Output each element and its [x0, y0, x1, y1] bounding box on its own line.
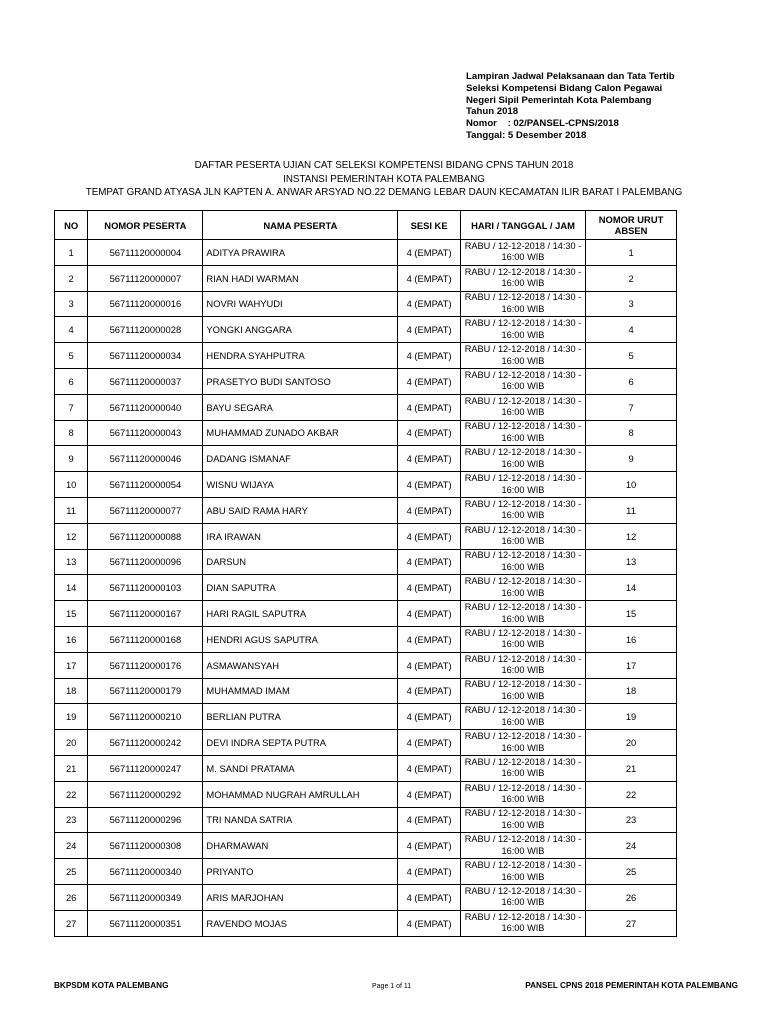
- cell-nomor-absen: 6: [586, 368, 677, 394]
- cell-no: 21: [55, 755, 88, 781]
- cell-nama-peserta: HARI RAGIL SAPUTRA: [203, 601, 398, 627]
- cell-jadwal: RABU / 12-12-2018 / 14:30 - 16:00 WIB: [460, 394, 585, 420]
- cell-nama-peserta: IRA IRAWAN: [203, 523, 398, 549]
- cell-nama-peserta: BERLIAN PUTRA: [203, 704, 398, 730]
- cell-nomor-absen: 11: [586, 497, 677, 523]
- cell-nomor-absen: 17: [586, 652, 677, 678]
- table-row: [55, 497, 677, 523]
- table-row: [55, 240, 677, 266]
- cell-sesi: 4 (EMPAT): [398, 523, 461, 549]
- table-row: [55, 678, 677, 704]
- cell-nomor-peserta: 56711120000242: [88, 730, 203, 756]
- participant-table: [54, 210, 677, 937]
- cell-nomor-absen: 26: [586, 884, 677, 910]
- cell-no: 8: [55, 420, 88, 446]
- venue-title: TEMPAT GRAND ATYASA JLN KAPTEN A. ANWAR ARSYAD NO.22 DEMANG LEBAR DAUN KECAMATAN ILIR BARAT I PALEMBANG: [85, 187, 683, 198]
- table-row: [55, 884, 677, 910]
- table-row: [55, 652, 677, 678]
- cell-nomor-absen: 9: [586, 446, 677, 472]
- cell-jadwal: RABU / 12-12-2018 / 14:30 - 16:00 WIB: [460, 833, 585, 859]
- cell-nama-peserta: ABU SAID RAMA HARY: [203, 497, 398, 523]
- cell-jadwal: RABU / 12-12-2018 / 14:30 - 16:00 WIB: [460, 704, 585, 730]
- cell-jadwal: RABU / 12-12-2018 / 14:30 - 16:00 WIB: [460, 549, 585, 575]
- cell-nomor-peserta: 56711120000340: [88, 859, 203, 885]
- cell-nama-peserta: DEVI INDRA SEPTA PUTRA: [203, 730, 398, 756]
- cell-sesi: 4 (EMPAT): [398, 601, 461, 627]
- cell-nomor-absen: 14: [586, 575, 677, 601]
- attachment-nomor: Nomor : 02/PANSEL-CPNS/2018: [466, 118, 619, 130]
- cell-nomor-peserta: 56711120000016: [88, 291, 203, 317]
- cell-sesi: 4 (EMPAT): [398, 626, 461, 652]
- header-no: NO: [55, 211, 88, 240]
- cell-sesi: 4 (EMPAT): [398, 884, 461, 910]
- cell-sesi: 4 (EMPAT): [398, 704, 461, 730]
- cell-nomor-absen: 21: [586, 755, 677, 781]
- cell-sesi: 4 (EMPAT): [398, 368, 461, 394]
- cell-no: 7: [55, 394, 88, 420]
- cell-no: 14: [55, 575, 88, 601]
- cell-nomor-peserta: 56711120000088: [88, 523, 203, 549]
- cell-nomor-absen: 5: [586, 343, 677, 369]
- cell-nama-peserta: MOHAMMAD NUGRAH AMRULLAH: [203, 781, 398, 807]
- cell-jadwal: RABU / 12-12-2018 / 14:30 - 16:00 WIB: [460, 781, 585, 807]
- cell-nomor-absen: 1: [586, 240, 677, 266]
- cell-jadwal: RABU / 12-12-2018 / 14:30 - 16:00 WIB: [460, 472, 585, 498]
- cell-sesi: 4 (EMPAT): [398, 781, 461, 807]
- cell-nomor-peserta: 56711120000179: [88, 678, 203, 704]
- cell-nomor-absen: 10: [586, 472, 677, 498]
- table-row: [55, 833, 677, 859]
- cell-no: 16: [55, 626, 88, 652]
- cell-sesi: 4 (EMPAT): [398, 807, 461, 833]
- table-row: [55, 368, 677, 394]
- table-row: [55, 265, 677, 291]
- cell-jadwal: RABU / 12-12-2018 / 14:30 - 16:00 WIB: [460, 291, 585, 317]
- cell-jadwal: RABU / 12-12-2018 / 14:30 - 16:00 WIB: [460, 343, 585, 369]
- cell-nama-peserta: M. SANDI PRATAMA: [203, 755, 398, 781]
- cell-nama-peserta: DIAN SAPUTRA: [203, 575, 398, 601]
- cell-sesi: 4 (EMPAT): [398, 291, 461, 317]
- cell-sesi: 4 (EMPAT): [398, 910, 461, 936]
- table-row: [55, 523, 677, 549]
- cell-sesi: 4 (EMPAT): [398, 730, 461, 756]
- cell-no: 11: [55, 497, 88, 523]
- cell-no: 18: [55, 678, 88, 704]
- cell-no: 20: [55, 730, 88, 756]
- cell-nomor-absen: 24: [586, 833, 677, 859]
- cell-nomor-absen: 7: [586, 394, 677, 420]
- table-row: [55, 575, 677, 601]
- cell-nomor-peserta: 56711120000103: [88, 575, 203, 601]
- attachment-line: Seleksi Kompetensi Bidang Calon Pegawai: [466, 82, 663, 94]
- cell-nama-peserta: ASMAWANSYAH: [203, 652, 398, 678]
- cell-no: 12: [55, 523, 88, 549]
- cell-sesi: 4 (EMPAT): [398, 678, 461, 704]
- footer-left: BKPSDM KOTA PALEMBANG: [54, 981, 169, 990]
- cell-nomor-peserta: 56711120000351: [88, 910, 203, 936]
- table-row: [55, 730, 677, 756]
- cell-no: 22: [55, 781, 88, 807]
- cell-nama-peserta: NOVRI WAHYUDI: [203, 291, 398, 317]
- table-row: [55, 420, 677, 446]
- cell-nomor-absen: 8: [586, 420, 677, 446]
- attachment-line: Lampiran Jadwal Pelaksanaan dan Tata Tertib: [466, 71, 675, 82]
- page-number: Page 1 of 11: [372, 983, 412, 990]
- table-row: [55, 807, 677, 833]
- cell-no: 15: [55, 601, 88, 627]
- cell-sesi: 4 (EMPAT): [398, 446, 461, 472]
- cell-nomor-absen: 19: [586, 704, 677, 730]
- cell-nama-peserta: MUHAMMAD ZUNADO AKBAR: [203, 420, 398, 446]
- cell-no: 27: [55, 910, 88, 936]
- cell-no: 1: [55, 240, 88, 266]
- table-row: [55, 394, 677, 420]
- cell-nomor-absen: 18: [586, 678, 677, 704]
- cell-nomor-peserta: 56711120000028: [88, 317, 203, 343]
- cell-sesi: 4 (EMPAT): [398, 265, 461, 291]
- cell-sesi: 4 (EMPAT): [398, 755, 461, 781]
- cell-nama-peserta: ARIS MARJOHAN: [203, 884, 398, 910]
- cell-nama-peserta: PRIYANTO: [203, 859, 398, 885]
- cell-jadwal: RABU / 12-12-2018 / 14:30 - 16:00 WIB: [460, 652, 585, 678]
- cell-no: 6: [55, 368, 88, 394]
- cell-nomor-peserta: 56711120000043: [88, 420, 203, 446]
- cell-nomor-absen: 15: [586, 601, 677, 627]
- cell-no: 24: [55, 833, 88, 859]
- cell-jadwal: RABU / 12-12-2018 / 14:30 - 16:00 WIB: [460, 884, 585, 910]
- cell-jadwal: RABU / 12-12-2018 / 14:30 - 16:00 WIB: [460, 368, 585, 394]
- table-row: [55, 343, 677, 369]
- cell-nama-peserta: MUHAMMAD IMAM: [203, 678, 398, 704]
- header-nomor-peserta: NOMOR PESERTA: [88, 211, 203, 240]
- cell-jadwal: RABU / 12-12-2018 / 14:30 - 16:00 WIB: [460, 859, 585, 885]
- table-header-row: [55, 211, 677, 240]
- table-row: [55, 317, 677, 343]
- cell-no: 2: [55, 265, 88, 291]
- cell-nama-peserta: DHARMAWAN: [203, 833, 398, 859]
- cell-nomor-absen: 22: [586, 781, 677, 807]
- cell-sesi: 4 (EMPAT): [398, 497, 461, 523]
- cell-jadwal: RABU / 12-12-2018 / 14:30 - 16:00 WIB: [460, 626, 585, 652]
- cell-jadwal: RABU / 12-12-2018 / 14:30 - 16:00 WIB: [460, 730, 585, 756]
- cell-jadwal: RABU / 12-12-2018 / 14:30 - 16:00 WIB: [460, 420, 585, 446]
- cell-nomor-peserta: 56711120000167: [88, 601, 203, 627]
- document-titles: [0, 159, 768, 200]
- cell-jadwal: RABU / 12-12-2018 / 14:30 - 16:00 WIB: [460, 265, 585, 291]
- table-row: [55, 446, 677, 472]
- cell-nomor-peserta: 56711120000040: [88, 394, 203, 420]
- cell-nomor-peserta: 56711120000007: [88, 265, 203, 291]
- cell-sesi: 4 (EMPAT): [398, 343, 461, 369]
- cell-nomor-peserta: 56711120000308: [88, 833, 203, 859]
- cell-sesi: 4 (EMPAT): [398, 575, 461, 601]
- cell-nomor-peserta: 56711120000176: [88, 652, 203, 678]
- cell-no: 17: [55, 652, 88, 678]
- table-row: [55, 704, 677, 730]
- document-title: DAFTAR PESERTA UJIAN CAT SELEKSI KOMPETENSI BIDANG CPNS TAHUN 2018: [194, 160, 574, 171]
- cell-jadwal: RABU / 12-12-2018 / 14:30 - 16:00 WIB: [460, 240, 585, 266]
- cell-no: 25: [55, 859, 88, 885]
- header-nama-peserta: NAMA PESERTA: [203, 211, 398, 240]
- cell-sesi: 4 (EMPAT): [398, 394, 461, 420]
- cell-nomor-absen: 12: [586, 523, 677, 549]
- table-row: [55, 601, 677, 627]
- cell-nomor-peserta: 56711120000292: [88, 781, 203, 807]
- attachment-line: Tahun 2018: [466, 106, 519, 118]
- cell-jadwal: RABU / 12-12-2018 / 14:30 - 16:00 WIB: [460, 910, 585, 936]
- cell-nomor-peserta: 56711120000096: [88, 549, 203, 575]
- cell-sesi: 4 (EMPAT): [398, 833, 461, 859]
- cell-nama-peserta: ADITYA PRAWIRA: [203, 240, 398, 266]
- cell-sesi: 4 (EMPAT): [398, 420, 461, 446]
- footer-right: PANSEL CPNS 2018 PEMERINTAH KOTA PALEMBANG: [525, 981, 738, 990]
- table-row: [55, 472, 677, 498]
- cell-no: 13: [55, 549, 88, 575]
- cell-nomor-peserta: 56711120000077: [88, 497, 203, 523]
- cell-nomor-peserta: 56711120000004: [88, 240, 203, 266]
- cell-sesi: 4 (EMPAT): [398, 652, 461, 678]
- cell-nama-peserta: DARSUN: [203, 549, 398, 575]
- table-row: [55, 910, 677, 936]
- cell-nomor-peserta: 56711120000210: [88, 704, 203, 730]
- cell-nomor-absen: 3: [586, 291, 677, 317]
- cell-no: 23: [55, 807, 88, 833]
- cell-nomor-absen: 2: [586, 265, 677, 291]
- cell-jadwal: RABU / 12-12-2018 / 14:30 - 16:00 WIB: [460, 575, 585, 601]
- cell-no: 9: [55, 446, 88, 472]
- cell-nomor-peserta: 56711120000034: [88, 343, 203, 369]
- header-nomor-absen: NOMOR URUT ABSEN: [586, 211, 677, 240]
- cell-sesi: 4 (EMPAT): [398, 317, 461, 343]
- attachment-line: Negeri Sipil Pemerintah Kota Palembang: [466, 94, 652, 106]
- cell-nomor-absen: 4: [586, 317, 677, 343]
- cell-no: 3: [55, 291, 88, 317]
- attachment-tanggal: Tanggal: 5 Desember 2018: [466, 129, 587, 141]
- table-body: [55, 240, 677, 937]
- cell-nama-peserta: DADANG ISMANAF: [203, 446, 398, 472]
- cell-nomor-absen: 23: [586, 807, 677, 833]
- cell-jadwal: RABU / 12-12-2018 / 14:30 - 16:00 WIB: [460, 317, 585, 343]
- cell-nama-peserta: HENDRI AGUS SAPUTRA: [203, 626, 398, 652]
- table-row: [55, 626, 677, 652]
- cell-nomor-peserta: 56711120000247: [88, 755, 203, 781]
- institution-title: INSTANSI PEMERINTAH KOTA PALEMBANG: [283, 173, 485, 185]
- cell-nama-peserta: RIAN HADI WARMAN: [203, 265, 398, 291]
- cell-jadwal: RABU / 12-12-2018 / 14:30 - 16:00 WIB: [460, 523, 585, 549]
- cell-no: 26: [55, 884, 88, 910]
- cell-nama-peserta: HENDRA SYAHPUTRA: [203, 343, 398, 369]
- cell-no: 5: [55, 343, 88, 369]
- cell-nomor-absen: 16: [586, 626, 677, 652]
- cell-nomor-absen: 27: [586, 910, 677, 936]
- cell-nomor-absen: 13: [586, 549, 677, 575]
- cell-sesi: 4 (EMPAT): [398, 472, 461, 498]
- cell-sesi: 4 (EMPAT): [398, 859, 461, 885]
- cell-nomor-absen: 20: [586, 730, 677, 756]
- cell-nomor-peserta: 56711120000037: [88, 368, 203, 394]
- cell-nama-peserta: TRI NANDA SATRIA: [203, 807, 398, 833]
- cell-nama-peserta: PRASETYO BUDI SANTOSO: [203, 368, 398, 394]
- cell-nama-peserta: RAVENDO MOJAS: [203, 910, 398, 936]
- cell-nama-peserta: WISNU WIJAYA: [203, 472, 398, 498]
- header-jadwal: HARI / TANGGAL / JAM: [460, 211, 585, 240]
- cell-nomor-absen: 25: [586, 859, 677, 885]
- table-row: [55, 549, 677, 575]
- table-row: [55, 291, 677, 317]
- header-sesi: SESI KE: [398, 211, 461, 240]
- table-row: [55, 859, 677, 885]
- cell-nomor-peserta: 56711120000054: [88, 472, 203, 498]
- cell-jadwal: RABU / 12-12-2018 / 14:30 - 16:00 WIB: [460, 446, 585, 472]
- table-row: [55, 755, 677, 781]
- cell-no: 10: [55, 472, 88, 498]
- cell-nomor-peserta: 56711120000349: [88, 884, 203, 910]
- cell-jadwal: RABU / 12-12-2018 / 14:30 - 16:00 WIB: [460, 678, 585, 704]
- cell-jadwal: RABU / 12-12-2018 / 14:30 - 16:00 WIB: [460, 497, 585, 523]
- cell-no: 19: [55, 704, 88, 730]
- cell-jadwal: RABU / 12-12-2018 / 14:30 - 16:00 WIB: [460, 807, 585, 833]
- cell-jadwal: RABU / 12-12-2018 / 14:30 - 16:00 WIB: [460, 755, 585, 781]
- cell-no: 4: [55, 317, 88, 343]
- cell-nomor-peserta: 56711120000296: [88, 807, 203, 833]
- table-row: [55, 781, 677, 807]
- cell-sesi: 4 (EMPAT): [398, 240, 461, 266]
- cell-nomor-peserta: 56711120000046: [88, 446, 203, 472]
- cell-sesi: 4 (EMPAT): [398, 549, 461, 575]
- cell-jadwal: RABU / 12-12-2018 / 14:30 - 16:00 WIB: [460, 601, 585, 627]
- cell-nama-peserta: YONGKI ANGGARA: [203, 317, 398, 343]
- cell-nomor-peserta: 56711120000168: [88, 626, 203, 652]
- cell-nama-peserta: BAYU SEGARA: [203, 394, 398, 420]
- attachment-header: [466, 71, 756, 142]
